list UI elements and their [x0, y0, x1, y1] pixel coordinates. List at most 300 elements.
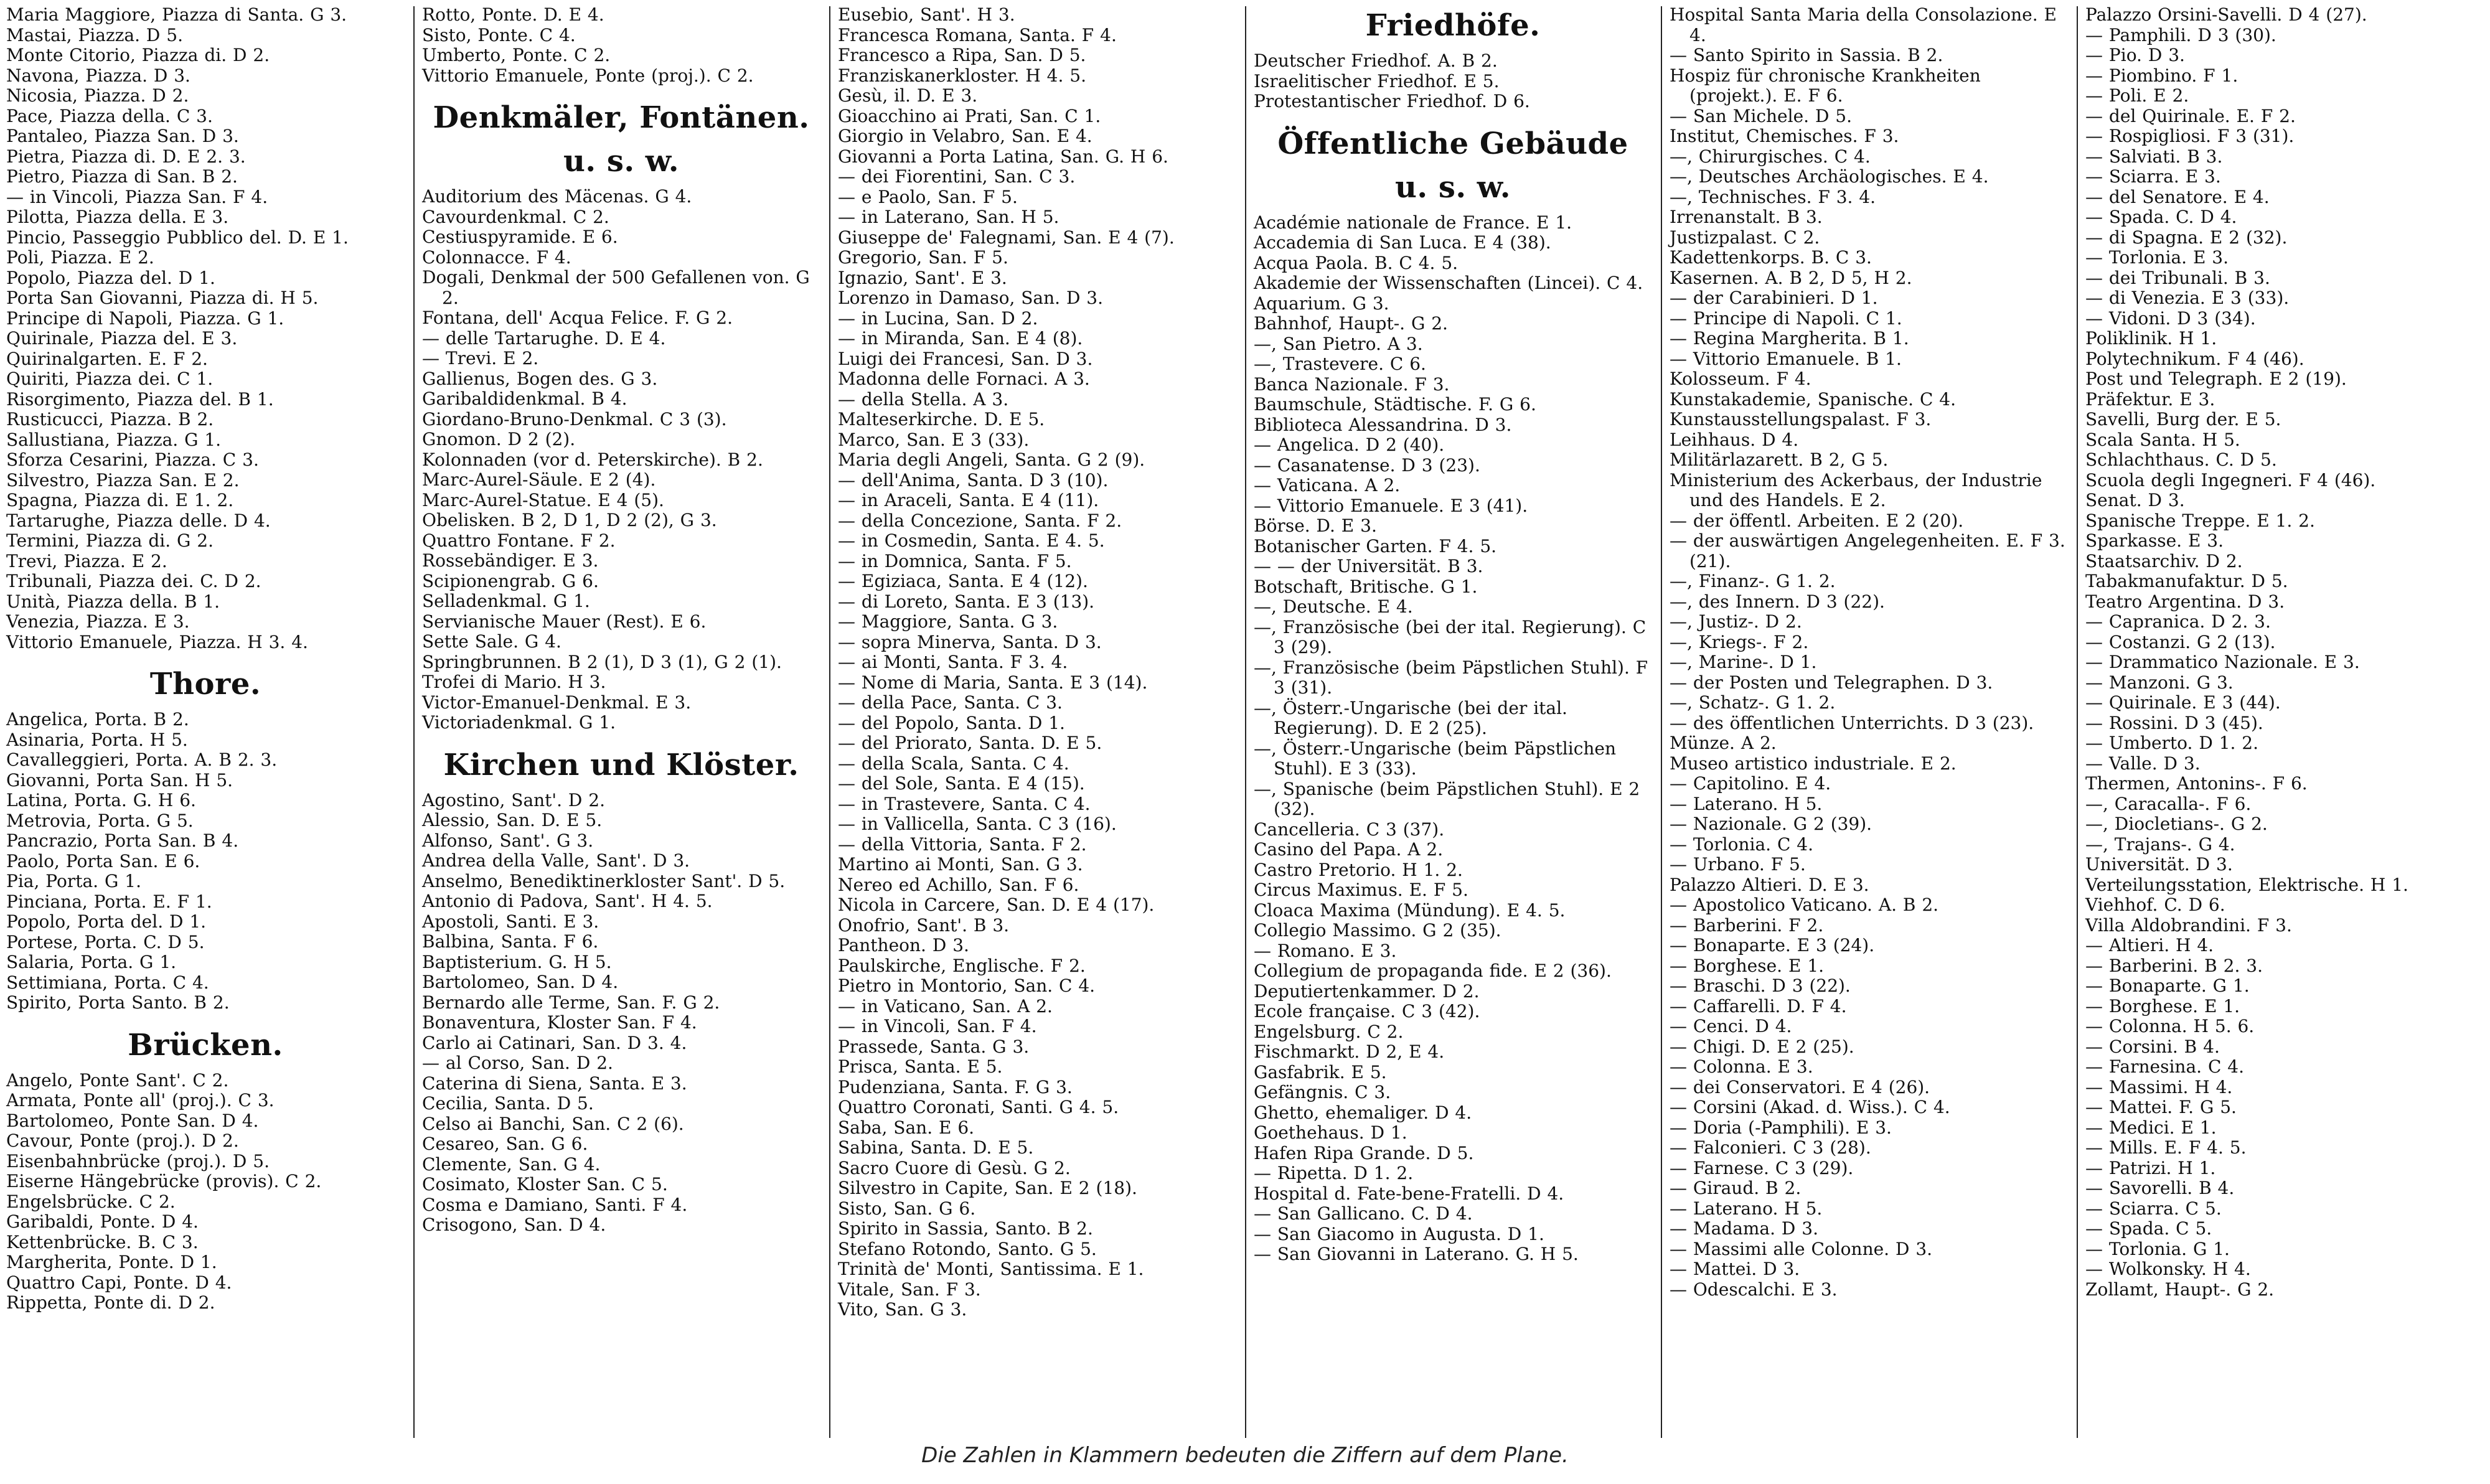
index-entry: Vito, San. G 3.: [838, 1299, 967, 1320]
index-entry: Kunstausstellungspalast. F 3.: [1670, 409, 1932, 430]
index-entry: — Sciarra. C 5.: [2085, 1198, 2222, 1219]
index-entry: — dell'Anima, Santa. D 3 (10).: [838, 469, 1109, 491]
index-entry: Gioacchino ai Prati, San. C 1.: [838, 105, 1101, 126]
index-entry: Pilotta, Piazza della. E 3.: [6, 207, 229, 227]
index-entry: — der auswärtigen Angelegenheiten. E. F 3. (21).: [1670, 530, 2065, 571]
index-entry: — in Vincoli, San. F 4.: [838, 1016, 1037, 1036]
index-entry: — Regina Margherita. B 1.: [1670, 328, 1909, 349]
index-entry: Trofei di Mario. H 3.: [422, 672, 606, 692]
index-entry: Bahnhof, Haupt-. G 2.: [1254, 313, 1448, 334]
index-entry: — di Venezia. E 3 (33).: [2085, 288, 2290, 308]
index-entry: Hafen Ripa Grande. D 5.: [1254, 1142, 1474, 1163]
index-entry: Quattro Capi, Ponte. D 4.: [6, 1272, 232, 1293]
index-entry: Eusebio, Sant'. H 3.: [838, 4, 1015, 25]
index-entry: Zollamt, Haupt-. G 2.: [2085, 1279, 2275, 1300]
index-entry: Martino ai Monti, San. G 3.: [838, 854, 1083, 875]
index-entry: Vitale, San. F 3.: [838, 1279, 981, 1300]
index-entry: — in Vincoli, Piazza San. F 4.: [6, 186, 268, 207]
index-entry: Celso ai Banchi, San. C 2 (6).: [422, 1113, 684, 1134]
index-entry: Pace, Piazza della. C 3.: [6, 105, 213, 126]
index-entry: — Santo Spirito in Sassia. B 2.: [1670, 45, 1943, 65]
index-entry: — del Popolo, Santa. D 1.: [838, 712, 1065, 733]
index-entry: — Laterano. H 5.: [1670, 793, 1823, 814]
index-entry: — Farnesina. C 4.: [2085, 1056, 2244, 1077]
index-entry: Münze. A 2.: [1670, 733, 1777, 753]
index-entry: Sacro Cuore di Gesù. G 2.: [838, 1157, 1071, 1178]
index-entry: Rossebändiger. E 3.: [422, 550, 599, 571]
index-entry: Pietro, Piazza di San. B 2.: [6, 166, 238, 187]
index-entry: Sallustiana, Piazza. G 1.: [6, 429, 222, 450]
index-entry: — dei Conservatori. E 4 (26).: [1670, 1076, 1930, 1097]
index-entry: — al Corso, San. D 2.: [422, 1053, 613, 1073]
index-entry: Stefano Rotondo, Santo. G 5.: [838, 1238, 1097, 1259]
index-entry: — Poli. E 2.: [2085, 85, 2189, 106]
index-entry: — sopra Minerva, Santa. D 3.: [838, 631, 1102, 652]
index-entry: — der Posten und Telegraphen. D 3.: [1670, 672, 1993, 693]
index-entry: — Ripetta. D 1. 2.: [1254, 1163, 1414, 1183]
index-entry: Präfektur. E 3.: [2085, 388, 2215, 410]
index-entry: Pantaleo, Piazza San. D 3.: [6, 126, 239, 146]
index-entry: Venezia, Piazza. E 3.: [6, 611, 190, 632]
index-entry: Museo artistico industriale. E 2.: [1670, 753, 1957, 774]
index-entry: Maria Maggiore, Piazza di Santa. G 3.: [6, 4, 347, 25]
index-entry: Pinciana, Porta. E. F 1.: [6, 891, 212, 912]
index-entry: Giordano-Bruno-Denkmal. C 3 (3).: [422, 408, 727, 430]
index-entry: — Apostolico Vaticano. A. B 2.: [1670, 895, 1939, 915]
index-entry: — Wolkonsky. H 4.: [2085, 1259, 2251, 1279]
index-entry: Margherita, Ponte. D 1.: [6, 1252, 217, 1272]
index-entry: — Pamphili. D 3 (30).: [2085, 24, 2276, 45]
index-entry: Kasernen. A. B 2, D 5, H 2.: [1670, 267, 1912, 288]
index-entry: Angelo, Ponte Sant'. C 2.: [6, 1069, 229, 1091]
section-heading: u. s. w.: [1395, 169, 1511, 205]
index-entry: Balbina, Santa. F 6.: [422, 931, 599, 952]
index-entry: Prassede, Santa. G 3.: [838, 1036, 1030, 1057]
index-entry: Scuola degli Ingegneri. F 4 (46).: [2085, 469, 2376, 491]
index-entry: —, Deutsches Archäologisches. E 4.: [1670, 166, 1989, 187]
index-entry: — Bonaparte. E 3 (24).: [1670, 935, 1875, 956]
section-heading: Brücken.: [128, 1027, 283, 1063]
index-entry: Quattro Coronati, Santi. G 4. 5.: [838, 1097, 1119, 1117]
index-entry: Kadettenkorps. B. C 3.: [1670, 247, 1872, 268]
index-entry: Eiserne Hängebrücke (provis). C 2.: [6, 1171, 322, 1191]
index-entry: Ecole française. C 3 (42).: [1254, 1001, 1480, 1021]
index-entry: — Capranica. D 2. 3.: [2085, 611, 2271, 632]
index-entry: Justizpalast. C 2.: [1670, 227, 1820, 248]
index-entry: Salaria, Porta. G 1.: [6, 952, 177, 972]
index-entry: Trinità de' Monti, Santissima. E 1.: [838, 1259, 1144, 1279]
index-entry: — Maggiore, Santa. G 3.: [838, 611, 1058, 632]
index-entry: — in Trastevere, Santa. C 4.: [838, 793, 1091, 814]
index-entry: —, Französische (beim Päpstlichen Stuhl). F 3 (31).: [1254, 657, 1648, 698]
index-entry: —, Trastevere. C 6.: [1254, 354, 1426, 374]
index-entry: Savelli, Burg der. E 5.: [2085, 409, 2281, 430]
index-entry: — Madama. D 3.: [1670, 1218, 1818, 1239]
index-entry: Carlo ai Catinari, San. D 3. 4.: [422, 1032, 687, 1053]
index-entry: Hospiz für chronische Krankheiten (projekt.). E. F 6.: [1670, 65, 1981, 106]
index-entry: Marc-Aurel-Statue. E 4 (5).: [422, 489, 664, 510]
index-entry: Cavourdenkmal. C 2.: [422, 206, 609, 227]
index-entry: — dei Tribunali. B 3.: [2085, 267, 2270, 288]
index-entry: — in Cosmedin, Santa. E 4. 5.: [838, 530, 1105, 551]
index-entry: — in Miranda, San. E 4 (8).: [838, 328, 1083, 349]
index-entry: Quirinalgarten. E. F 2.: [6, 348, 208, 369]
index-entry: — in Araceli, Santa. E 4 (11).: [838, 490, 1099, 510]
index-entry: — Egiziaca, Santa. E 4 (12).: [838, 571, 1088, 591]
index-entry: — in Vallicella, Santa. C 3 (16).: [838, 814, 1117, 834]
index-entry: Gasfabrik. E 5.: [1254, 1061, 1387, 1082]
index-entry: Baumschule, Städtische. F. G 6.: [1254, 394, 1536, 415]
index-entry: — della Concezione, Santa. F 2.: [838, 510, 1122, 531]
index-entry: Villa Aldobrandini. F 3.: [2085, 914, 2292, 936]
index-entry: Agostino, Sant'. D 2.: [422, 789, 605, 810]
index-entry: Akademie der Wissenschaften (Lincei). C 4.: [1254, 273, 1643, 293]
index-entry: Scala Santa. H 5.: [2085, 429, 2240, 450]
index-entry: Marc-Aurel-Säule. E 2 (4).: [422, 469, 656, 490]
index-entry: — Vidoni. D 3 (34).: [2085, 308, 2256, 329]
index-entry: Prisca, Santa. E 5.: [838, 1056, 1003, 1077]
index-entry: Apostoli, Santi. E 3.: [422, 911, 599, 932]
index-entry: Cosma e Damiano, Santi. F 4.: [422, 1194, 688, 1215]
index-entry: Bartolomeo, San. D 4.: [422, 972, 619, 992]
index-entry: — Spada. C. D 4.: [2085, 207, 2237, 227]
index-entry: Paolo, Porta San. E 6.: [6, 850, 200, 871]
column-separator: [413, 6, 415, 1438]
index-entry: — del Quirinale. E. F 2.: [2085, 105, 2296, 126]
index-entry: Garibaldidenkmal. B 4.: [422, 388, 627, 409]
index-entry: — Trevi. E 2.: [422, 348, 539, 369]
index-entry: Leihhaus. D 4.: [1670, 429, 1799, 450]
index-entry: — Barberini. F 2.: [1670, 914, 1824, 936]
index-entry: Sparkasse. E 3.: [2085, 530, 2224, 551]
index-entry: —, Justiz-. D 2.: [1670, 611, 1802, 632]
index-entry: Teatro Argentina. D 3.: [2085, 591, 2285, 612]
index-entry: — Capitolino. E 4.: [1670, 773, 1831, 794]
index-entry: — Quirinale. E 3 (44).: [2085, 692, 2281, 713]
index-entry: Tartarughe, Piazza delle. D 4.: [6, 510, 271, 531]
index-entry: — Salviati. B 3.: [2085, 146, 2223, 167]
index-entry: —, Deutsche. E 4.: [1254, 596, 1413, 617]
index-entry: Universität. D 3.: [2085, 854, 2233, 875]
index-entry: — Casanatense. D 3 (23).: [1254, 454, 1480, 476]
index-entry: — della Stella. A 3.: [838, 388, 1009, 410]
index-entry: Sisto, Ponte. C 4.: [422, 24, 576, 45]
index-entry: —, Österr.-Ungarische (bei der ital. Regierung). D. E 2 (25).: [1254, 697, 1567, 738]
index-entry: Spirito in Sassia, Santo. B 2.: [838, 1218, 1093, 1239]
index-entry: Trevi, Piazza. E 2.: [6, 550, 167, 571]
index-entry: — e Paolo, San. F 5.: [838, 186, 1018, 207]
index-entry: Casino del Papa. A 2.: [1254, 839, 1444, 860]
index-entry: Deputiertenkammer. D 2.: [1254, 980, 1480, 1002]
index-entry: — della Pace, Santa. C 3.: [838, 692, 1063, 713]
index-entry: Risorgimento, Piazza del. B 1.: [6, 388, 274, 410]
index-entry: Israelitischer Friedhof. E 5.: [1254, 70, 1500, 92]
column-separator: [1661, 6, 1662, 1438]
index-entry: Rippetta, Ponte di. D 2.: [6, 1292, 215, 1313]
index-entry: — Spada. C 5.: [2085, 1218, 2212, 1239]
index-entry: — del Senatore. E 4.: [2085, 186, 2270, 207]
index-entry: — Colonna. H 5. 6.: [2085, 1016, 2255, 1036]
index-entry: Giovanni, Porta San. H 5.: [6, 769, 233, 791]
index-entry: Castro Pretorio. H 1. 2.: [1254, 859, 1463, 880]
index-entry: Latina, Porta. G. H 6.: [6, 790, 196, 810]
index-entry: Baptisterium. G. H 5.: [422, 951, 612, 972]
index-entry: — ai Monti, Santa. F 3. 4.: [838, 652, 1068, 672]
index-entry: Umberto, Ponte. C 2.: [422, 45, 611, 65]
index-entry: Nereo ed Achillo, San. F 6.: [838, 874, 1079, 895]
index-entry: — Patrizi. H 1.: [2085, 1157, 2216, 1178]
index-entry: Goethehaus. D 1.: [1254, 1122, 1407, 1143]
index-entry: — Vaticana. A 2.: [1254, 475, 1401, 495]
index-entry: Cancelleria. C 3 (37).: [1254, 819, 1445, 840]
index-entry: Kunstakademie, Spanische. C 4.: [1670, 388, 1956, 410]
index-entry: Tribunali, Piazza dei. C. D 2.: [6, 571, 261, 591]
index-entry: Schlachthaus. C. D 5.: [2085, 449, 2277, 470]
index-entry: Accademia di San Luca. E 4 (38).: [1254, 232, 1551, 253]
index-entry: Verteilungsstation, Elektrische. H 1.: [2085, 874, 2408, 895]
index-entry: — Romano. E 3.: [1254, 940, 1397, 961]
index-entry: — Angelica. D 2 (40).: [1254, 434, 1445, 455]
index-entry: Rusticucci, Piazza. B 2.: [6, 409, 214, 430]
index-entry: Kettenbrücke. B. C 3.: [6, 1231, 199, 1252]
index-entry: Gnomon. D 2 (2).: [422, 429, 576, 449]
index-entry: —, Diocletians-. G 2.: [2085, 814, 2268, 834]
index-entry: Paulskirche, Englische. F 2.: [838, 955, 1086, 976]
column-separator: [829, 6, 830, 1438]
index-entry: — Rossini. D 3 (45).: [2085, 712, 2263, 733]
index-entry: — Farnese. C 3 (29).: [1670, 1157, 1854, 1178]
index-entry: Kolosseum. F 4.: [1670, 369, 1811, 389]
index-entry: Lorenzo in Damaso, San. D 3.: [838, 288, 1104, 308]
index-entry: —, Marine-. D 1.: [1670, 652, 1817, 672]
index-entry: — Barberini. B 2. 3.: [2085, 955, 2263, 976]
index-entry: Marco, San. E 3 (33).: [838, 429, 1030, 450]
index-entry: Pantheon. D 3.: [838, 935, 969, 956]
index-entry: — Medici. E 1.: [2085, 1117, 2217, 1138]
index-entry: — Rospigliosi. F 3 (31).: [2085, 126, 2295, 146]
index-entry: Acqua Paola. B. C 4. 5.: [1254, 252, 1459, 273]
index-entry: Poli, Piazza. E 2.: [6, 247, 154, 268]
index-entry: Auditorium des Mäcenas. G 4.: [422, 186, 692, 207]
index-entry: Post und Telegraph. E 2 (19).: [2085, 369, 2347, 389]
index-entry: Onofrio, Sant'. B 3.: [838, 914, 1010, 936]
index-entry: Maria degli Angeli, Santa. G 2 (9).: [838, 449, 1145, 470]
index-entry: Pietra, Piazza di. D. E 2. 3.: [6, 146, 246, 167]
index-entry: Andrea della Valle, Sant'. D 3.: [422, 850, 690, 871]
footer-note: Die Zahlen in Klammern bedeuten die Ziffern auf dem Plane.: [921, 1443, 1569, 1468]
index-entry: Metrovia, Porta. G 5.: [6, 810, 194, 831]
index-entry: Gregorio, San. F 5.: [838, 247, 1008, 268]
index-entry: — Massimi. H 4.: [2085, 1076, 2233, 1097]
index-entry: Botanischer Garten. F 4. 5.: [1254, 535, 1497, 556]
index-entry: — del Priorato, Santa. D. E 5.: [838, 733, 1102, 753]
index-entry: Obelisken. B 2, D 1, D 2 (2), G 3.: [422, 510, 717, 530]
index-entry: — San Giovanni in Laterano. G. H 5.: [1254, 1244, 1579, 1264]
index-column-2: [422, 5, 829, 1236]
index-entry: Botschaft, Britische. G 1.: [1254, 576, 1478, 597]
index-entry: Militärlazarett. B 2, G 5.: [1670, 449, 1889, 470]
index-entry: Biblioteca Alessandrina. D 3.: [1254, 414, 1512, 435]
index-column-6: [2085, 5, 2490, 1300]
index-entry: — Colonna. E 3.: [1670, 1056, 1813, 1077]
index-entry: — der Carabinieri. D 1.: [1670, 288, 1878, 308]
index-entry: — Principe di Napoli. C 1.: [1670, 308, 1902, 329]
index-entry: Rotto, Ponte. D. E 4.: [422, 4, 604, 25]
index-entry: Collegio Massimo. G 2 (35).: [1254, 920, 1501, 941]
index-entry: Vittorio Emanuele, Piazza. H 3. 4.: [6, 631, 308, 652]
index-entry: —, Französische (bei der ital. Regierung). C 3 (29).: [1254, 616, 1647, 657]
index-entry: —, Finanz-. G 1. 2.: [1670, 571, 1836, 591]
index-entry: Popolo, Piazza del. D 1.: [6, 267, 215, 288]
index-entry: Silvestro in Capite, San. E 2 (18).: [838, 1178, 1137, 1198]
index-entry: Pincio, Passeggio Pubblico del. D. E 1.: [6, 227, 349, 248]
index-entry: — Cenci. D 4.: [1670, 1016, 1792, 1036]
index-column-4: [1254, 5, 1661, 1265]
index-entry: Termini, Piazza di. G 2.: [6, 530, 214, 551]
index-entry: Selladenkmal. G 1.: [422, 591, 590, 611]
index-entry: —, Kriegs-. F 2.: [1670, 631, 1809, 652]
index-entry: — San Giacomo in Augusta. D 1.: [1254, 1223, 1544, 1244]
index-entry: Alessio, San. D. E 5.: [422, 810, 603, 830]
section-heading: Denkmäler, Fontänen.: [433, 100, 810, 135]
index-entry: —, Trajans-. G 4.: [2085, 834, 2235, 855]
index-column-1: [6, 5, 413, 1313]
index-entry: Cesareo, San. G 6.: [422, 1134, 588, 1154]
index-entry: Sforza Cesarini, Piazza. C 3.: [6, 449, 259, 470]
index-entry: Sisto, San. G 6.: [838, 1198, 976, 1219]
index-entry: Anselmo, Benediktinerkloster Sant'. D 5.: [422, 870, 786, 891]
index-entry: — Borghese. E 1.: [2085, 995, 2240, 1017]
section-heading: Friedhöfe.: [1365, 8, 1541, 43]
index-entry: Gallienus, Bogen des. G 3.: [422, 368, 658, 389]
index-entry: — Nazionale. G 2 (39).: [1670, 814, 1872, 834]
index-entry: — Giraud. B 2.: [1670, 1178, 1802, 1198]
index-entry: Settimiana, Porta. C 4.: [6, 972, 209, 993]
index-entry: Armata, Ponte all' (proj.). C 3.: [6, 1090, 275, 1111]
index-entry: Clemente, San. G 4.: [422, 1153, 601, 1175]
index-entry: Institut, Chemisches. F 3.: [1670, 126, 1899, 146]
index-entry: Nicola in Carcere, San. D. E 4 (17).: [838, 895, 1155, 915]
index-entry: Servianische Mauer (Rest). E 6.: [422, 611, 707, 632]
index-entry: Banca Nazionale. F 3.: [1254, 373, 1450, 395]
index-entry: Senat. D 3.: [2085, 490, 2185, 510]
index-entry: — Nome di Maria, Santa. E 3 (14).: [838, 672, 1148, 693]
index-entry: — Piombino. F 1.: [2085, 65, 2239, 86]
index-entry: Collegium de propaganda fide. E 2 (36).: [1254, 960, 1612, 981]
index-entry: — Laterano. H 5.: [1670, 1198, 1823, 1219]
index-entry: — in Laterano, San. H 5.: [838, 207, 1059, 227]
column-separator: [2077, 6, 2078, 1438]
index-entry: — di Loreto, Santa. E 3 (13).: [838, 591, 1095, 612]
index-entry: Bonaventura, Kloster San. F 4.: [422, 1012, 697, 1033]
index-entry: — Braschi. D 3 (22).: [1670, 975, 1851, 996]
index-entry: — Drammatico Nazionale. E 3.: [2085, 652, 2360, 672]
index-entry: Hospital d. Fate-bene-Fratelli. D 4.: [1254, 1183, 1564, 1204]
index-entry: Bartolomeo, Ponte San. D 4.: [6, 1110, 259, 1131]
index-entry: Ignazio, Sant'. E 3.: [838, 267, 1007, 288]
section-heading: Thore.: [149, 667, 261, 702]
index-entry: — San Michele. D 5.: [1670, 105, 1853, 126]
index-entry: Engelsburg. C 2.: [1254, 1021, 1404, 1042]
index-entry: Mastai, Piazza. D 5.: [6, 24, 183, 45]
index-entry: Spirito, Porta Santo. B 2.: [6, 992, 230, 1013]
index-entry: Silvestro, Piazza San. E 2.: [6, 469, 240, 491]
index-entry: — Corsini (Akad. d. Wiss.). C 4.: [1670, 1097, 1950, 1117]
index-entry: Cestiuspyramide. E 6.: [422, 227, 618, 247]
index-entry: —, des Innern. D 3 (22).: [1670, 591, 1885, 612]
index-entry: Dogali, Denkmal der 500 Gefallenen von. G 2.: [422, 267, 810, 308]
index-entry: Crisogono, San. D 4.: [422, 1214, 606, 1235]
index-entry: — in Lucina, San. D 2.: [838, 308, 1038, 329]
index-entry: — Sciarra. E 3.: [2085, 166, 2221, 187]
index-entry: —, San Pietro. A 3.: [1254, 333, 1423, 354]
index-entry: Hospital Santa Maria della Consolazione. E 4.: [1670, 4, 2057, 45]
index-entry: —, Spanische (beim Päpstlichen Stuhl). E 2 (32).: [1254, 778, 1640, 819]
index-column-3: [838, 5, 1245, 1320]
index-entry: Kolonnaden (vor d. Peterskirche). B 2.: [422, 449, 763, 470]
index-entry: Sette Sale. G 4.: [422, 631, 561, 652]
index-entry: —, Chirurgisches. C 4.: [1670, 146, 1871, 167]
index-entry: — Borghese. E 1.: [1670, 955, 1825, 976]
index-entry: Pudenziana, Santa. F. G 3.: [838, 1076, 1073, 1097]
index-entry: Monte Citorio, Piazza di. D 2.: [6, 45, 270, 65]
index-entry: Fontana, dell' Acqua Felice. F. G 2.: [422, 308, 733, 328]
index-entry: — Odescalchi. E 3.: [1670, 1279, 1838, 1300]
index-entry: Protestantischer Friedhof. D 6.: [1254, 91, 1530, 111]
index-entry: Cavour, Ponte (proj.). D 2.: [6, 1130, 239, 1151]
index-entry: — Mills. E. F 4. 5.: [2085, 1137, 2247, 1158]
index-entry: Giuseppe de' Falegnami, San. E 4 (7).: [838, 227, 1175, 248]
index-entry: Palazzo Orsini-Savelli. D 4 (27).: [2085, 4, 2367, 25]
index-entry: Caterina di Siena, Santa. E 3.: [422, 1073, 687, 1094]
index-entry: — Vittorio Emanuele. B 1.: [1670, 348, 1902, 369]
index-entry: Pia, Porta. G 1.: [6, 871, 141, 891]
index-entry: — in Vaticano, San. A 2.: [838, 995, 1053, 1017]
index-entry: Unità, Piazza della. B 1.: [6, 591, 220, 612]
index-entry: Polytechnikum. F 4 (46).: [2085, 348, 2304, 369]
index-entry: Vittorio Emanuele, Ponte (proj.). C 2.: [422, 65, 754, 86]
section-heading: u. s. w.: [563, 144, 679, 179]
index-entry: — Umberto. D 1. 2.: [2085, 733, 2259, 753]
section-heading: Kirchen und Klöster.: [443, 747, 799, 782]
index-entry: Cloaca Maxima (Mündung). E 4. 5.: [1254, 899, 1566, 921]
index-entry: — San Gallicano. C. D 4.: [1254, 1203, 1473, 1224]
index-entry: —, Caracalla-. F 6.: [2085, 793, 2252, 814]
index-entry: Victoriadenkmal. G 1.: [422, 712, 616, 733]
index-entry: Asinaria, Porta. H 5.: [6, 729, 188, 750]
index-entry: Pietro in Montorio, San. C 4.: [838, 975, 1096, 996]
index-entry: Gesù, il. D. E 3.: [838, 85, 978, 106]
index-entry: Académie nationale de France. E 1.: [1254, 212, 1572, 233]
index-entry: — des öffentlichen Unterrichts. D 3 (23).: [1670, 712, 2034, 733]
index-entry: Angelica, Porta. B 2.: [6, 709, 189, 730]
index-entry: — della Vittoria, Santa. F 2.: [838, 834, 1087, 855]
index-entry: Aquarium. G 3.: [1254, 293, 1389, 314]
index-entry: — Doria (-Pamphili). E 3.: [1670, 1117, 1892, 1138]
index-entry: Cavalleggieri, Porta. A. B 2. 3.: [6, 749, 278, 770]
section-heading: Öffentliche Gebäude: [1277, 126, 1628, 161]
index-entry: Palazzo Altieri. D. E 3.: [1670, 874, 1869, 895]
index-entry: — dei Fiorentini, San. C 3.: [838, 166, 1076, 187]
index-entry: Tabakmanufaktur. D 5.: [2085, 571, 2288, 591]
index-entry: Poliklinik. H 1.: [2085, 328, 2217, 349]
index-entry: Viehhof. C. D 6.: [2085, 895, 2225, 915]
index-entry: — della Scala, Santa. C 4.: [838, 753, 1069, 774]
index-entry: Saba, San. E 6.: [838, 1117, 975, 1138]
index-entry: — delle Tartarughe. D. E 4.: [422, 327, 666, 349]
index-entry: Bernardo alle Terme, San. F. G 2.: [422, 992, 720, 1013]
index-entry: Portese, Porta. C. D 5.: [6, 931, 205, 952]
